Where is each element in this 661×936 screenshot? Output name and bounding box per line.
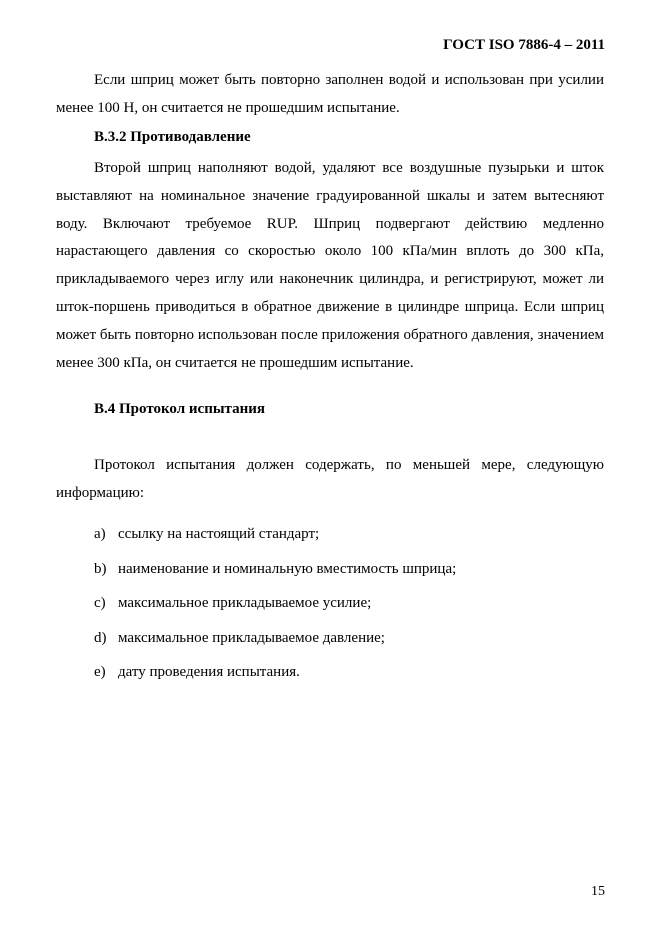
list-item [94,524,604,559]
list-item [94,559,604,594]
section-b4-heading: В.4 Протокол испытания [94,401,266,417]
page-number: 15 [591,884,605,899]
list-item [94,662,604,697]
test-report-list [94,524,604,697]
intro-paragraph: Если шприц может быть повторно заполнен водой и использован при усилии менее 100 Н, он считается не прошедшим испытание. [56,72,604,116]
list-marker: d) [94,629,107,646]
document-code-header: ГОСТ ISO 7886-4 – 2011 [443,37,605,53]
section-b32 [56,124,604,152]
list-item-text: наименование и номинальную вместимость шприца; [118,560,457,577]
list-item [94,593,604,628]
list-item-text: дату проведения испытания. [118,664,300,680]
section-b4 [56,396,604,424]
list-marker: b) [94,560,107,577]
section-b4-paragraph: Протокол испытания должен содержать, по меньшей мере, следующую информацию: [56,457,604,501]
section-b4-body [56,452,604,508]
list-item-text: максимальное прикладываемое давление; [118,629,385,646]
intro-block [56,67,604,123]
list-marker: c) [94,595,106,611]
section-b32-heading: В.3.2 Противодавление [94,129,251,145]
list-marker: e) [94,664,106,680]
list-item-text: ссылку на настоящий стандарт; [118,526,320,542]
section-b32-paragraph: Второй шприц наполняют водой, удаляют все воздушные пузырьки и шток выставляют на номинальное значение градуированной шкалы и затем вытесняют воду. Включают требуемое RUP. Шприц подвергают действию медленно нарастающего давления со скоростью около 100 кПа/мин вплоть до 300 кПа, прикладываемого через иглу или наконечник цилиндра, и регистрируют, может ли шток-поршень приводиться в обратное движение в цилиндре шприца. Если шприц может быть повторно использован после приложения обратного давления, значением менее 300 кПа, он считается не прошедшим испытание. [56,160,604,371]
list-marker: a) [94,526,106,542]
list-item-text: максимальное прикладываемое усилие; [118,595,372,611]
section-b32-body [56,155,604,377]
list-item [94,628,604,663]
